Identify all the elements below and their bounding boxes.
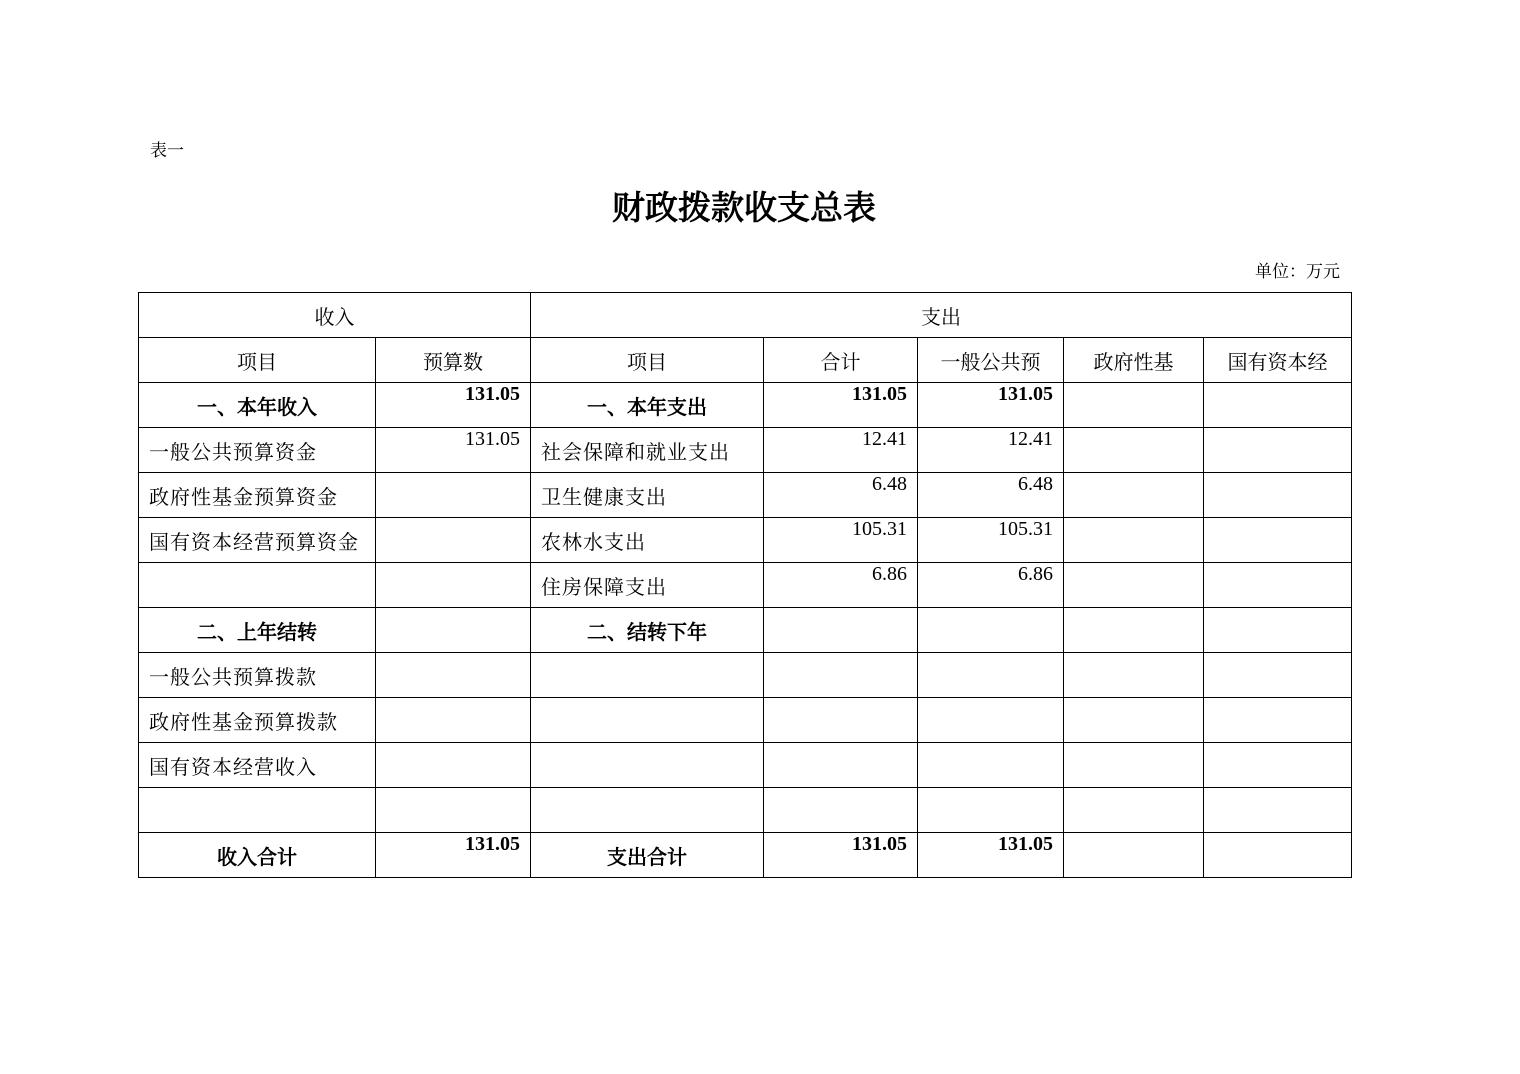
table-row [139, 473, 1352, 518]
income-amount-cell: 131.05 [376, 428, 531, 473]
total-cell [764, 698, 918, 743]
government-fund-cell [1064, 743, 1204, 788]
income-amount-cell: 131.05 [376, 383, 531, 428]
table-row [139, 788, 1352, 833]
unit-label: 单位：万元 [1255, 262, 1340, 282]
state-capital-cell [1204, 518, 1352, 563]
government-fund-cell [1064, 653, 1204, 698]
table-label: 表一 [150, 141, 184, 161]
income-item-cell: 收入合计 [139, 833, 376, 878]
government-fund-cell [1064, 428, 1204, 473]
column-header: 合计 [764, 338, 918, 383]
expense-item-cell: 社会保障和就业支出 [531, 428, 764, 473]
total-cell [764, 788, 918, 833]
total-cell: 6.86 [764, 563, 918, 608]
total-cell: 12.41 [764, 428, 918, 473]
section-header-row [139, 293, 1352, 338]
column-header: 政府性基 [1064, 338, 1204, 383]
expense-item-cell [531, 788, 764, 833]
column-header: 预算数 [376, 338, 531, 383]
expense-item-cell [531, 743, 764, 788]
expense-item-cell [531, 698, 764, 743]
income-amount-cell [376, 743, 531, 788]
income-amount-cell [376, 608, 531, 653]
state-capital-cell [1204, 383, 1352, 428]
general-public-budget-cell [918, 608, 1064, 653]
general-public-budget-cell: 131.05 [918, 833, 1064, 878]
income-amount-cell [376, 518, 531, 563]
income-item-cell: 一般公共预算拨款 [139, 653, 376, 698]
total-cell: 131.05 [764, 833, 918, 878]
income-amount-cell [376, 788, 531, 833]
expense-item-cell: 二、结转下年 [531, 608, 764, 653]
fiscal-summary-table [138, 292, 1352, 878]
income-amount-cell: 131.05 [376, 833, 531, 878]
income-amount-cell [376, 563, 531, 608]
income-amount-cell [376, 473, 531, 518]
total-cell: 131.05 [764, 383, 918, 428]
table-row [139, 743, 1352, 788]
table-row [139, 653, 1352, 698]
expense-section-header: 支出 [531, 293, 1352, 338]
income-item-cell: 二、上年结转 [139, 608, 376, 653]
page-title: 财政拨款收支总表 [612, 188, 876, 227]
government-fund-cell [1064, 788, 1204, 833]
general-public-budget-cell: 105.31 [918, 518, 1064, 563]
income-amount-cell [376, 653, 531, 698]
state-capital-cell [1204, 833, 1352, 878]
state-capital-cell [1204, 473, 1352, 518]
income-item-cell [139, 563, 376, 608]
income-item-cell [139, 788, 376, 833]
income-section-header: 收入 [139, 293, 531, 338]
income-item-cell: 国有资本经营预算资金 [139, 518, 376, 563]
general-public-budget-cell: 6.86 [918, 563, 1064, 608]
table-row [139, 698, 1352, 743]
income-amount-cell [376, 698, 531, 743]
income-item-cell: 一般公共预算资金 [139, 428, 376, 473]
general-public-budget-cell [918, 698, 1064, 743]
income-item-cell: 政府性基金预算资金 [139, 473, 376, 518]
table-row [139, 428, 1352, 473]
column-header-row [139, 338, 1352, 383]
state-capital-cell [1204, 653, 1352, 698]
state-capital-cell [1204, 788, 1352, 833]
expense-item-cell: 农林水支出 [531, 518, 764, 563]
table-row [139, 833, 1352, 878]
government-fund-cell [1064, 608, 1204, 653]
general-public-budget-cell [918, 653, 1064, 698]
general-public-budget-cell: 12.41 [918, 428, 1064, 473]
expense-item-cell [531, 653, 764, 698]
state-capital-cell [1204, 428, 1352, 473]
government-fund-cell [1064, 563, 1204, 608]
government-fund-cell [1064, 518, 1204, 563]
government-fund-cell [1064, 833, 1204, 878]
state-capital-cell [1204, 608, 1352, 653]
total-cell: 6.48 [764, 473, 918, 518]
column-header: 国有资本经 [1204, 338, 1352, 383]
income-item-cell: 国有资本经营收入 [139, 743, 376, 788]
column-header: 一般公共预 [918, 338, 1064, 383]
income-item-cell: 一、本年收入 [139, 383, 376, 428]
general-public-budget-cell: 131.05 [918, 383, 1064, 428]
state-capital-cell [1204, 563, 1352, 608]
government-fund-cell [1064, 383, 1204, 428]
general-public-budget-cell: 6.48 [918, 473, 1064, 518]
general-public-budget-cell [918, 743, 1064, 788]
total-cell [764, 743, 918, 788]
government-fund-cell [1064, 473, 1204, 518]
expense-item-cell: 卫生健康支出 [531, 473, 764, 518]
expense-item-cell: 一、本年支出 [531, 383, 764, 428]
state-capital-cell [1204, 698, 1352, 743]
total-cell: 105.31 [764, 518, 918, 563]
general-public-budget-cell [918, 788, 1064, 833]
table-row [139, 563, 1352, 608]
table-row [139, 383, 1352, 428]
expense-item-cell: 支出合计 [531, 833, 764, 878]
expense-item-cell: 住房保障支出 [531, 563, 764, 608]
government-fund-cell [1064, 698, 1204, 743]
table-row [139, 608, 1352, 653]
total-cell [764, 653, 918, 698]
column-header: 项目 [531, 338, 764, 383]
table-row [139, 518, 1352, 563]
column-header: 项目 [139, 338, 376, 383]
income-item-cell: 政府性基金预算拨款 [139, 698, 376, 743]
state-capital-cell [1204, 743, 1352, 788]
total-cell [764, 608, 918, 653]
